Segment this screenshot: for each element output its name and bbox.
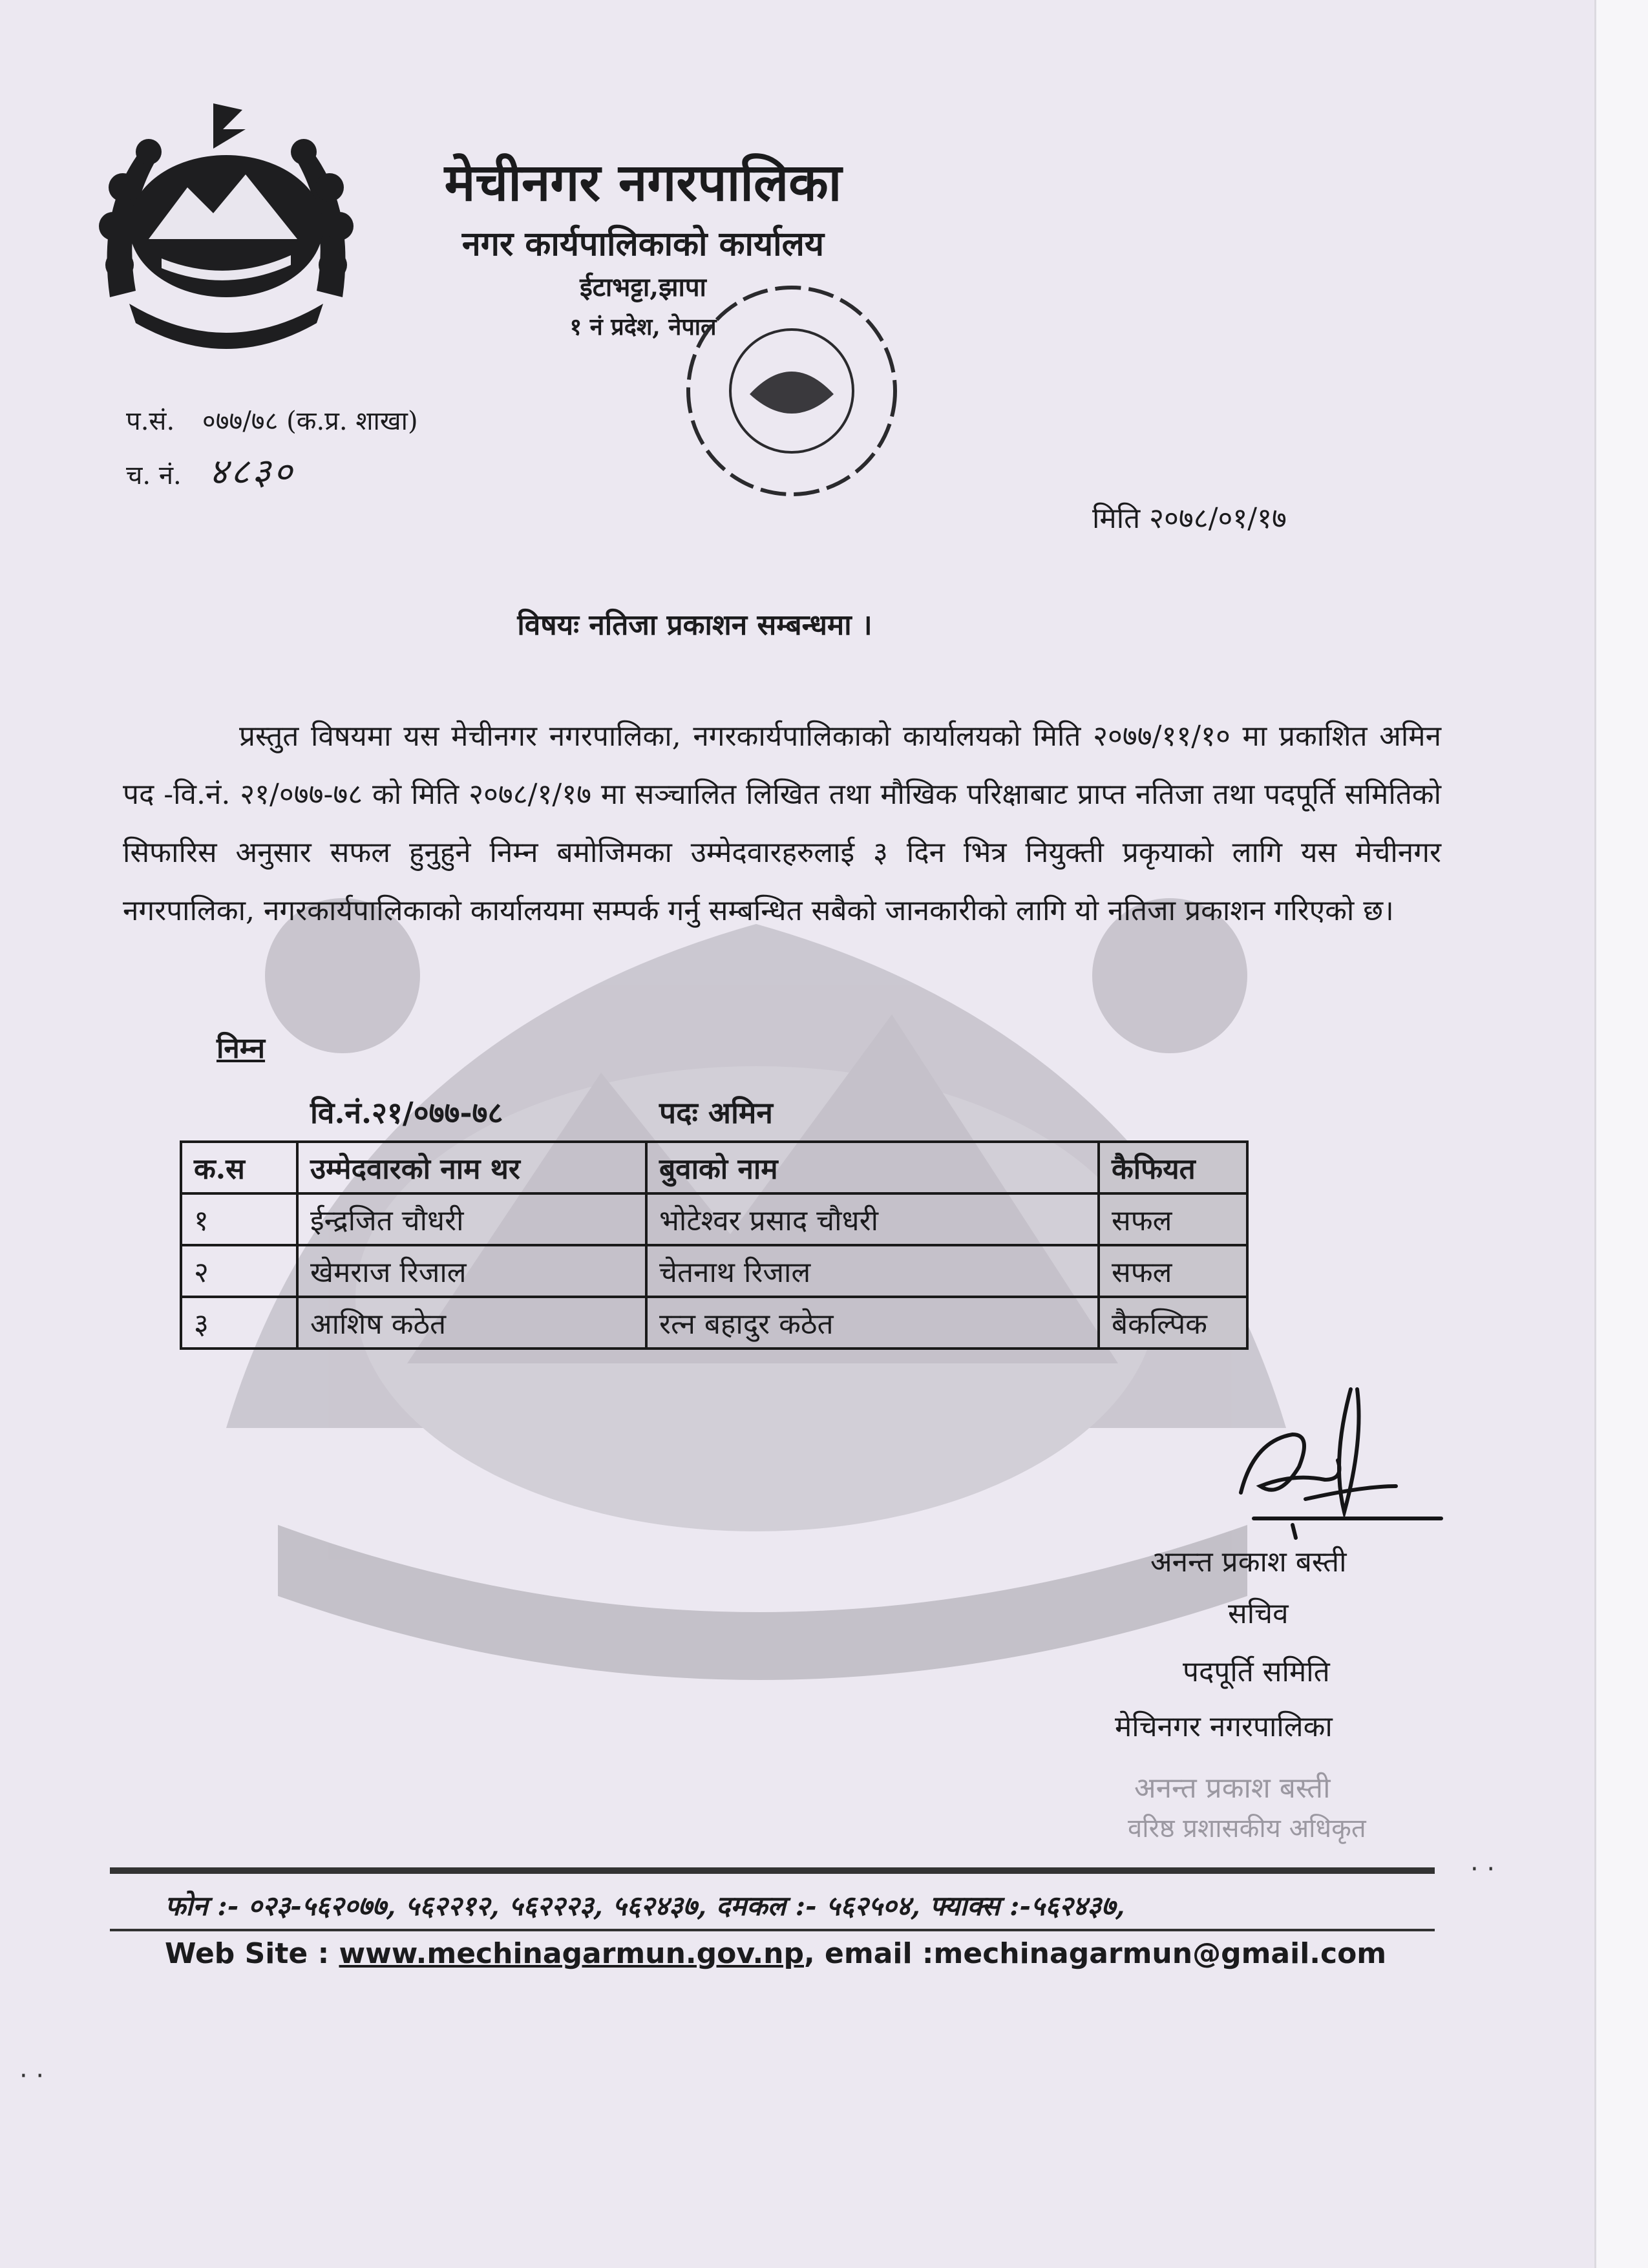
letter-date: मिति २०७८/०१/१७	[1092, 502, 1287, 535]
office-seal-icon	[672, 271, 911, 510]
patra-value: ०७७/७८ (क.प्र. शाखा)	[202, 406, 418, 436]
email-address[interactable]: mechinagarmun@gmail.com	[933, 1937, 1387, 1970]
table-header-row	[181, 1142, 1247, 1193]
paper-edge	[1594, 0, 1648, 2268]
footer-phone: फोन :- ०२३-५६२०७७, ५६२२१२, ५६२२२३, ५६२४३७, दमकल :- ५६२५०४, फ्याक्स :-५६२४३७,	[165, 1890, 1125, 1922]
cell-father: रत्न बहादुर कठेत	[646, 1297, 1099, 1349]
website-label: Web Site :	[165, 1937, 339, 1970]
table-row	[181, 1245, 1247, 1297]
scan-speck: · ·	[19, 2061, 45, 2091]
cell-remarks: बैकल्पिक	[1099, 1297, 1247, 1349]
website-link[interactable]: www.mechinagarmun.gov.np	[339, 1937, 804, 1970]
footer-divider-top	[110, 1867, 1435, 1874]
cell-candidate: ईन्द्रजित चौधरी	[297, 1193, 646, 1245]
cell-serial: १	[181, 1193, 297, 1245]
scan-speck: · ·	[1470, 1854, 1495, 1884]
header-father: बुवाको नाम	[646, 1142, 1099, 1193]
patra-label: प.सं.	[126, 406, 175, 436]
signer-organization: मेचिनगर नगरपालिका	[1115, 1710, 1333, 1743]
email-label: , email :	[804, 1937, 934, 1970]
chalani-value: ४८३०	[209, 451, 295, 493]
office-location: ईटाभट्टा,झापा	[580, 272, 706, 302]
office-province: १ नं प्रदेश, नेपाल	[569, 313, 717, 341]
name-stamp-line1: अनन्त प्रकाश बस्ती	[1134, 1772, 1331, 1805]
cell-serial: ३	[181, 1297, 297, 1349]
header-serial: क.स	[181, 1142, 297, 1193]
cell-remarks: सफल	[1099, 1193, 1247, 1245]
table-row	[181, 1193, 1247, 1245]
letter-body: प्रस्तुत विषयमा यस मेचीनगर नगरपालिका, नगरकार्यपालिकाको कार्यालयको मिति २०७७/११/१० मा प्रकाशित अमिन पद -वि.नं. २१/०७७-७८ को मिति २०७८/१/१७ मा सञ्चालित लिखित तथा मौखिक परिक्षाबाट प्राप्त नतिजा तथा पदपूर्ति समितिको सिफारिस अनुसार सफल हुनुहुने निम्न बमोजिमका उम्मेदवारहरुलाई ३ दिन भित्र नियुक्ती प्रकृयाको लागि यस मेचीनगर नगरपालिका, नगरकार्यपालिकाको कार्यालयमा सम्पर्क गर्नु सम्बन्धित सबैको जानकारीको लागि यो नतिजा प्रकाशन गरिएको छ।	[123, 720, 1441, 927]
cell-father: चेतनाथ रिजाल	[646, 1245, 1099, 1297]
signer-committee: पदपूर्ति समिति	[1183, 1655, 1330, 1688]
post-name: पदः अमिन	[659, 1095, 773, 1130]
cell-father: भोटेश्वर प्रसाद चौधरी	[646, 1193, 1099, 1245]
cell-serial: २	[181, 1245, 297, 1297]
patra-sankhya	[126, 402, 418, 437]
signer-role: सचिव	[1228, 1597, 1289, 1630]
name-stamp-line2: वरिष्ठ प्रशासकीय अधिकृत	[1128, 1814, 1366, 1843]
table-row	[181, 1297, 1247, 1349]
office-name: नगर कार्यपालिकाको कार्यालय	[461, 224, 825, 264]
municipality-name: मेचीनगर नगरपालिका	[444, 152, 842, 213]
cell-candidate: आशिष कठेत	[297, 1297, 646, 1349]
footer-web	[165, 1937, 1386, 1970]
results-table	[180, 1140, 1249, 1350]
chalani-number	[126, 446, 295, 495]
vigyapan-number: वि.नं.२१/०७७-७८	[310, 1095, 503, 1130]
signature-icon	[1215, 1363, 1448, 1544]
footer-divider-bottom	[110, 1929, 1435, 1931]
signer-name: अनन्त प्रकाश बस्ती	[1150, 1546, 1347, 1579]
letter-subject: विषयः नतिजा प्रकाशन सम्बन्धमा ।	[517, 609, 872, 642]
header-remarks: कैफियत	[1099, 1142, 1247, 1193]
list-heading: निम्न	[217, 1032, 266, 1065]
chalani-label: च. नं.	[126, 461, 182, 490]
cell-candidate: खेमराज रिजाल	[297, 1245, 646, 1297]
header-candidate: उम्मेदवारको नाम थर	[297, 1142, 646, 1193]
cell-remarks: सफल	[1099, 1245, 1247, 1297]
